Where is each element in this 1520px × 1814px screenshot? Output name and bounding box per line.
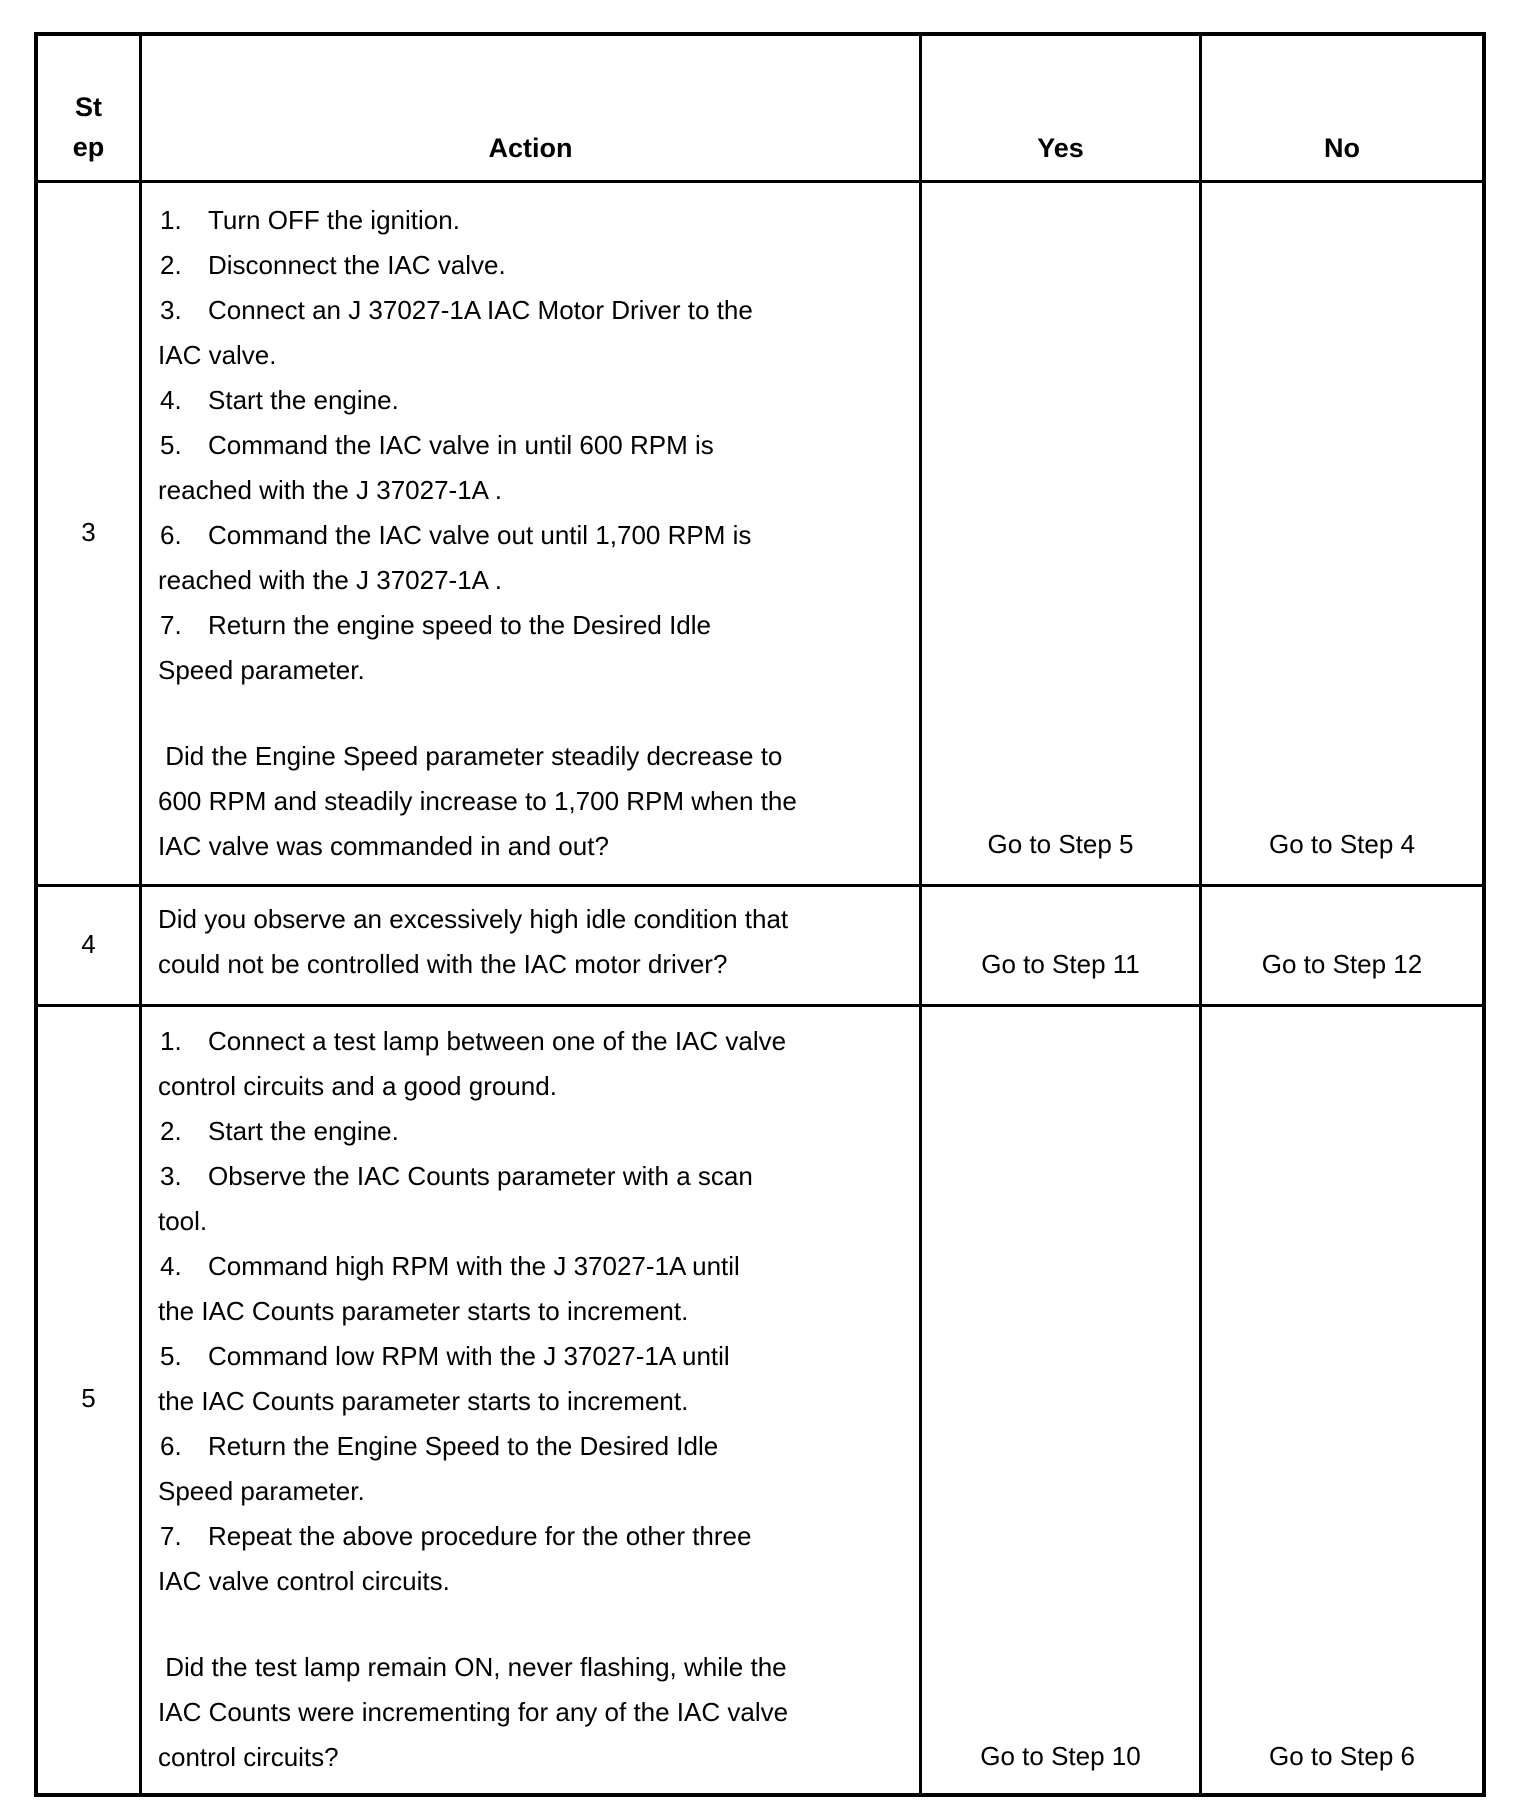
item-text: control circuits and a good ground. bbox=[158, 1071, 557, 1101]
item-number: 5. bbox=[160, 1341, 182, 1371]
item-text: Start the engine. bbox=[208, 1116, 399, 1146]
item-text: Return the Engine Speed to the Desired Idle bbox=[208, 1431, 719, 1461]
column-divider-action-yes bbox=[919, 32, 922, 1797]
item-text: Command the IAC valve in until 600 RPM is bbox=[208, 430, 714, 460]
question-line: Did the test lamp remain ON, never flashing, while the bbox=[158, 1652, 787, 1682]
list-item-continuation bbox=[158, 1199, 788, 1244]
question-line: Did you observe an excessively high idle condition that bbox=[158, 904, 789, 934]
table-border-right bbox=[1482, 32, 1486, 1797]
item-text: Command the IAC valve out until 1,700 RPM is bbox=[208, 520, 752, 550]
no-result-step-3: Go to Step 4 bbox=[1269, 829, 1415, 859]
item-number: 7. bbox=[160, 610, 182, 640]
column-divider-yes-no bbox=[1199, 32, 1202, 1797]
item-number: 7. bbox=[160, 1521, 182, 1551]
item-text: Connect a test lamp between one of the IAC valve bbox=[208, 1026, 787, 1056]
item-number: 1. bbox=[160, 205, 182, 235]
list-item bbox=[158, 243, 797, 288]
list-item bbox=[158, 1424, 788, 1469]
list-item-continuation bbox=[158, 333, 797, 378]
no-result-step-4: Go to Step 12 bbox=[1261, 949, 1423, 979]
action-cell-step-5 bbox=[158, 1019, 788, 1780]
yes-result-step-4: Go to Step 11 bbox=[981, 949, 1140, 979]
list-item bbox=[158, 198, 797, 243]
item-text: the IAC Counts parameter starts to increment. bbox=[158, 1386, 689, 1416]
item-number: 6. bbox=[160, 1431, 182, 1461]
yes-result-step-3: Go to Step 5 bbox=[987, 829, 1134, 859]
list-item-continuation bbox=[158, 1379, 788, 1424]
item-number: 2. bbox=[160, 1116, 182, 1146]
item-number: 4. bbox=[160, 385, 182, 415]
item-number: 5. bbox=[160, 430, 182, 460]
item-text: IAC valve control circuits. bbox=[158, 1566, 450, 1596]
item-text: Command low RPM with the J 37027-1A until bbox=[208, 1341, 730, 1371]
item-number: 3. bbox=[160, 295, 182, 325]
list-item-continuation bbox=[158, 648, 797, 693]
list-item bbox=[158, 1019, 788, 1064]
question-line: control circuits? bbox=[158, 1742, 339, 1772]
list-item-continuation bbox=[158, 468, 797, 513]
list-item bbox=[158, 1334, 788, 1379]
question-line: 600 RPM and steadily increase to 1,700 RPM when the bbox=[158, 786, 797, 816]
row-divider-3-4 bbox=[34, 884, 1486, 887]
yes-result-step-5: Go to Step 10 bbox=[980, 1741, 1141, 1771]
item-text: reached with the J 37027-1A . bbox=[158, 475, 503, 505]
action-cell-step-4 bbox=[158, 897, 788, 987]
header-no: No bbox=[1324, 133, 1360, 163]
list-item bbox=[158, 1154, 788, 1199]
header-action: Action bbox=[488, 133, 573, 163]
list-item bbox=[158, 1244, 788, 1289]
list-item-continuation bbox=[158, 558, 797, 603]
row-divider-4-5 bbox=[34, 1004, 1486, 1007]
header-step-line1: St bbox=[75, 92, 102, 122]
step-number-3: 3 bbox=[81, 517, 96, 547]
item-number: 2. bbox=[160, 250, 182, 280]
spacer bbox=[158, 1604, 788, 1645]
list-item bbox=[158, 378, 797, 423]
list-item bbox=[158, 423, 797, 468]
item-number: 1. bbox=[160, 1026, 182, 1056]
item-number: 6. bbox=[160, 520, 182, 550]
item-text: reached with the J 37027-1A . bbox=[158, 565, 503, 595]
item-text: IAC valve. bbox=[158, 340, 277, 370]
list-item-continuation bbox=[158, 1064, 788, 1109]
list-item-continuation bbox=[158, 1289, 788, 1334]
list-item-continuation bbox=[158, 1469, 788, 1514]
item-text: Observe the IAC Counts parameter with a scan bbox=[208, 1161, 753, 1191]
column-divider-step-action bbox=[139, 32, 142, 1797]
list-item bbox=[158, 1109, 788, 1154]
table-border-left bbox=[34, 32, 38, 1797]
header-yes: Yes bbox=[1037, 133, 1084, 163]
item-text: the IAC Counts parameter starts to increment. bbox=[158, 1296, 689, 1326]
header-row-divider bbox=[34, 180, 1486, 183]
list-item-continuation bbox=[158, 1559, 788, 1604]
item-text: Connect an J 37027-1A IAC Motor Driver to the bbox=[208, 295, 753, 325]
table-border-bottom bbox=[34, 1793, 1486, 1797]
table-border-top bbox=[34, 32, 1486, 36]
item-text: tool. bbox=[158, 1206, 208, 1236]
action-cell-step-3 bbox=[158, 198, 797, 869]
question-line: IAC Counts were incrementing for any of the IAC valve bbox=[158, 1697, 789, 1727]
list-item bbox=[158, 513, 797, 558]
item-text: Start the engine. bbox=[208, 385, 399, 415]
item-text: Return the engine speed to the Desired Idle bbox=[208, 610, 712, 640]
step-number-5: 5 bbox=[81, 1383, 96, 1413]
step-number-4: 4 bbox=[81, 929, 96, 959]
list-item bbox=[158, 288, 797, 333]
item-text: Speed parameter. bbox=[158, 1476, 365, 1506]
header-step bbox=[38, 87, 139, 167]
question-line: IAC valve was commanded in and out? bbox=[158, 831, 609, 861]
question-line: could not be controlled with the IAC motor driver? bbox=[158, 949, 728, 979]
item-text: Speed parameter. bbox=[158, 655, 365, 685]
header-step-line2: ep bbox=[72, 132, 105, 162]
item-text: Repeat the above procedure for the other three bbox=[208, 1521, 752, 1551]
item-text: Turn OFF the ignition. bbox=[208, 205, 460, 235]
list-item bbox=[158, 1514, 788, 1559]
item-text: Command high RPM with the J 37027-1A until bbox=[208, 1251, 740, 1281]
question-line: Did the Engine Speed parameter steadily decrease to bbox=[158, 741, 783, 771]
item-number: 3. bbox=[160, 1161, 182, 1191]
list-item bbox=[158, 603, 797, 648]
item-number: 4. bbox=[160, 1251, 182, 1281]
item-text: Disconnect the IAC valve. bbox=[208, 250, 506, 280]
spacer bbox=[158, 693, 797, 734]
no-result-step-5: Go to Step 6 bbox=[1269, 1741, 1415, 1771]
